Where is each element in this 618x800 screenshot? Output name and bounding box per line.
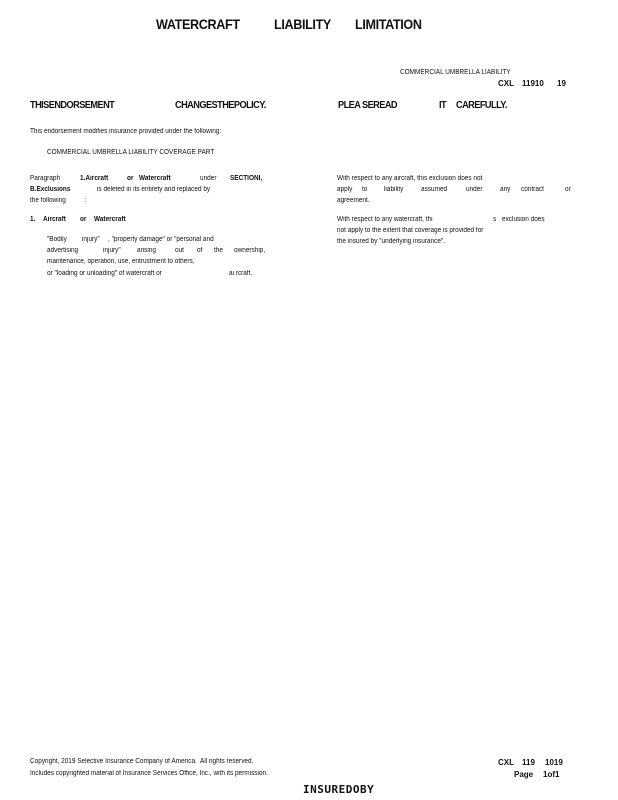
item-number: 1.: [30, 216, 36, 223]
form-line-label: COMMERCIAL UMBRELLA LIABILITY: [400, 69, 511, 76]
body-line-2d: out: [175, 247, 184, 254]
body-line-2g: ownership,: [234, 247, 266, 254]
right-line-4a: With respect to any watercraft, thi: [337, 216, 433, 223]
paragraph-section: SECTIONI,: [230, 175, 263, 182]
title-word-limitation: LIMITATION: [355, 16, 422, 32]
form-code-edition: 19: [557, 79, 566, 88]
body-line-2a: advertising: [47, 247, 79, 254]
footer-page-label: Page: [514, 770, 534, 779]
body-line-1a: "Bodily: [47, 236, 67, 243]
right-line-2f: any: [500, 186, 511, 193]
right-line-2b: to: [362, 186, 368, 193]
item-or: or: [80, 216, 87, 223]
exclusions-label: B.Exclusions: [30, 186, 71, 193]
banner-changes-policy: CHANGESTHEPOLICY.: [175, 100, 266, 111]
right-line-2h: or: [565, 186, 571, 193]
body-line-3: maintenance, operation, use, entrustment to others,: [47, 258, 195, 265]
banner-carefully: CAREFULLY.: [456, 100, 507, 111]
brand-watermark: INSUREDOBY: [303, 783, 375, 796]
right-line-4b: s: [493, 216, 497, 223]
footer-code-number: 119: [522, 758, 535, 767]
right-line-4c: exclusion does: [502, 216, 545, 223]
body-line-4a: or "loading or unloading" of watercraft or: [47, 270, 162, 277]
footer-code-prefix: CXL: [498, 758, 514, 767]
body-line-2f: the: [214, 247, 223, 254]
footer-code-edition: 1019: [545, 758, 563, 767]
right-line-1: With respect to any aircraft, this exclusion does not: [337, 175, 483, 182]
item-watercraft: Watercraft: [94, 216, 126, 223]
banner-please-read: PLEA SEREAD: [338, 100, 398, 111]
coverage-part-name: COMMERCIAL UMBRELLA LIABILITY COVERAGE PART: [47, 149, 215, 156]
form-code-prefix: CXL: [498, 79, 514, 88]
right-line-2g: contract: [521, 186, 544, 193]
body-line-2c: arising: [137, 247, 156, 254]
right-line-3: agreement.: [337, 197, 370, 204]
following-colon: :: [85, 197, 87, 204]
intro-text: This endorsement modifies insurance provided under the following:: [30, 128, 222, 135]
exclusions-text: is deleted in its entirety and replaced by: [97, 186, 211, 193]
body-line-4b: ai rcraft.: [229, 270, 253, 277]
right-line-5: not apply to the extent that coverage is provided for: [337, 227, 484, 234]
right-line-2c: liability: [384, 186, 404, 193]
title-word-liability: LIABILITY: [274, 16, 331, 32]
following-text: the following: [30, 197, 66, 204]
body-line-1c: , "property damage" or "personal and: [108, 236, 214, 243]
title-word-watercraft: WATERCRAFT: [156, 16, 240, 32]
paragraph-aircraft: 1.Aircraft: [80, 175, 109, 182]
banner-this-endorsement: THISENDORSEMENT: [30, 100, 115, 111]
body-line-2b: injury": [103, 247, 121, 254]
footer-copyright-1: Copyright, 2019 Selective Insurance Company of America. All rights reserved.: [30, 758, 254, 765]
paragraph-word: Paragraph: [30, 175, 61, 182]
right-line-2d: assumed: [421, 186, 448, 193]
right-line-6: the insured by "underlying insurance".: [337, 238, 446, 245]
right-line-2e: under: [466, 186, 483, 193]
paragraph-watercraft: Watercraft: [139, 175, 171, 182]
footer-copyright-2: Includes copyrighted material of Insurance Services Office, Inc., with its permission.: [30, 770, 268, 777]
paragraph-or: or: [127, 175, 134, 182]
paragraph-under: under: [200, 175, 217, 182]
form-code-number: 11910: [522, 79, 544, 88]
footer-page-number: 1of1: [543, 770, 560, 779]
body-line-2e: of: [197, 247, 203, 254]
banner-it: IT: [439, 100, 447, 111]
body-line-1b: injury": [82, 236, 100, 243]
item-aircraft: Aircraft: [43, 216, 66, 223]
right-line-2a: apply: [337, 186, 353, 193]
